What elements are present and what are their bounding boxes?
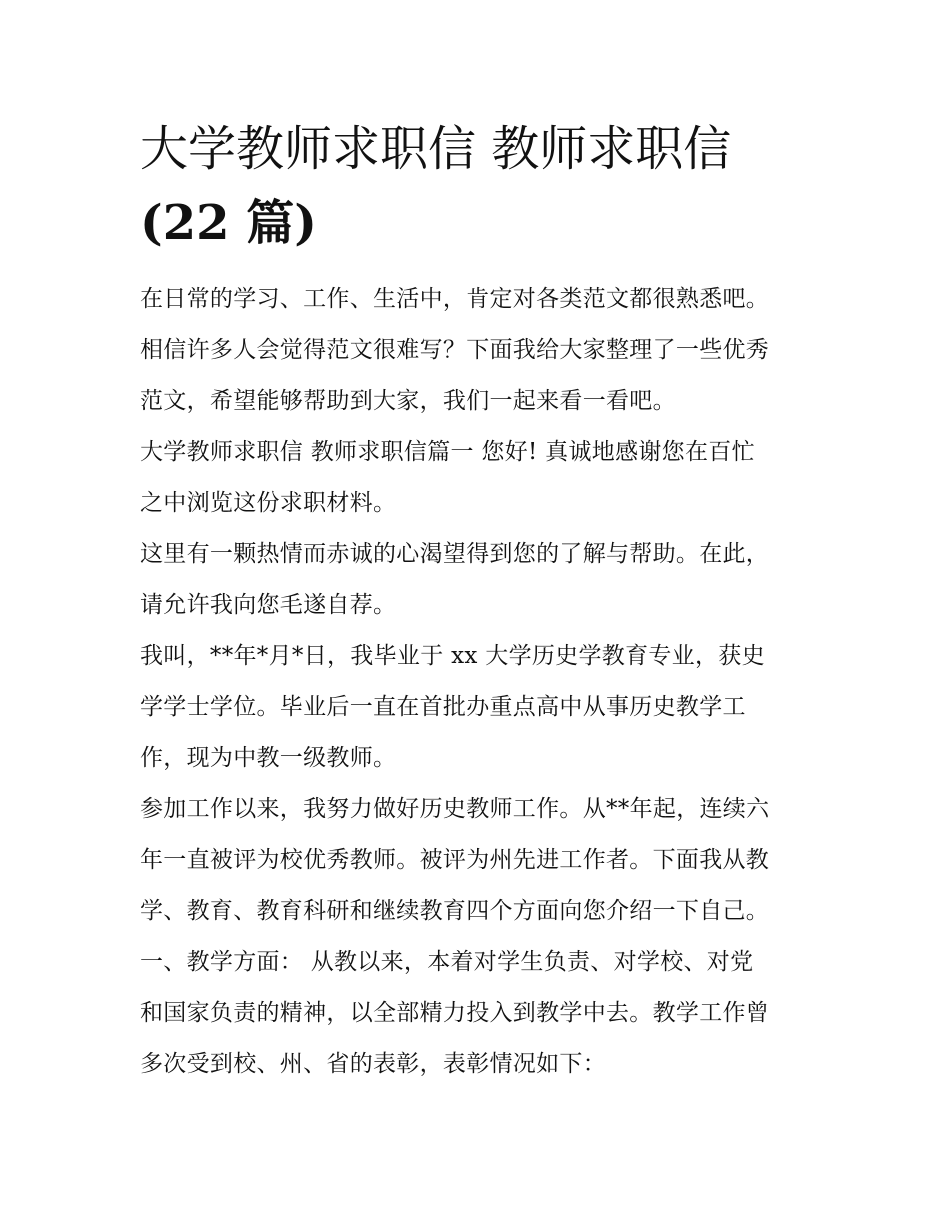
- body-line: 年一直被评为校优秀教师。被评为州先进工作者。下面我从教: [140, 847, 770, 873]
- body-line: 参加工作以来，我努力做好历史教师工作。从**年起，连续六: [140, 796, 770, 822]
- body-line: 一、教学方面： 从教以来，本着对学生负责、对学校、对党: [140, 949, 754, 975]
- body-line: 范文，希望能够帮助到大家，我们一起来看一看吧。: [140, 388, 676, 414]
- title-line-2: (22 篇): [140, 195, 317, 251]
- body-line: 和国家负责的精神，以全部精力投入到教学中去。教学工作曾: [140, 1000, 770, 1026]
- body-line: 我叫，**年*月*日，我毕业于 xx 大学历史学教育专业，获史: [140, 643, 765, 669]
- title-line-1: 大学教师求职信 教师求职信: [140, 121, 732, 177]
- body-line: 大学教师求职信 教师求职信篇一 您好! 真诚地感谢您在百忙: [140, 439, 755, 465]
- body-line: 作，现为中教一级教师。: [140, 745, 397, 771]
- document-body: [140, 274, 820, 1090]
- body-line: 学学士学位。毕业后一直在首批办重点高中从事历史教学工: [140, 694, 746, 720]
- body-line: 学、教育、教育科研和继续教育四个方面向您介绍一下自己。: [140, 898, 770, 924]
- body-line: 请允许我向您毛遂自荐。: [140, 592, 397, 618]
- body-line: 在日常的学习、工作、生活中，肯定对各类范文都很熟悉吧。: [140, 286, 770, 312]
- body-line: 这里有一颗热情而赤诚的心渴望得到您的了解与帮助。在此，: [140, 541, 770, 567]
- body-line: 相信许多人会觉得范文很难写？下面我给大家整理了一些优秀: [140, 337, 770, 363]
- document-title: [140, 112, 820, 260]
- body-line: 多次受到校、州、省的表彰，表彰情况如下：: [140, 1051, 606, 1077]
- body-line: 之中浏览这份求职材料。: [140, 490, 397, 516]
